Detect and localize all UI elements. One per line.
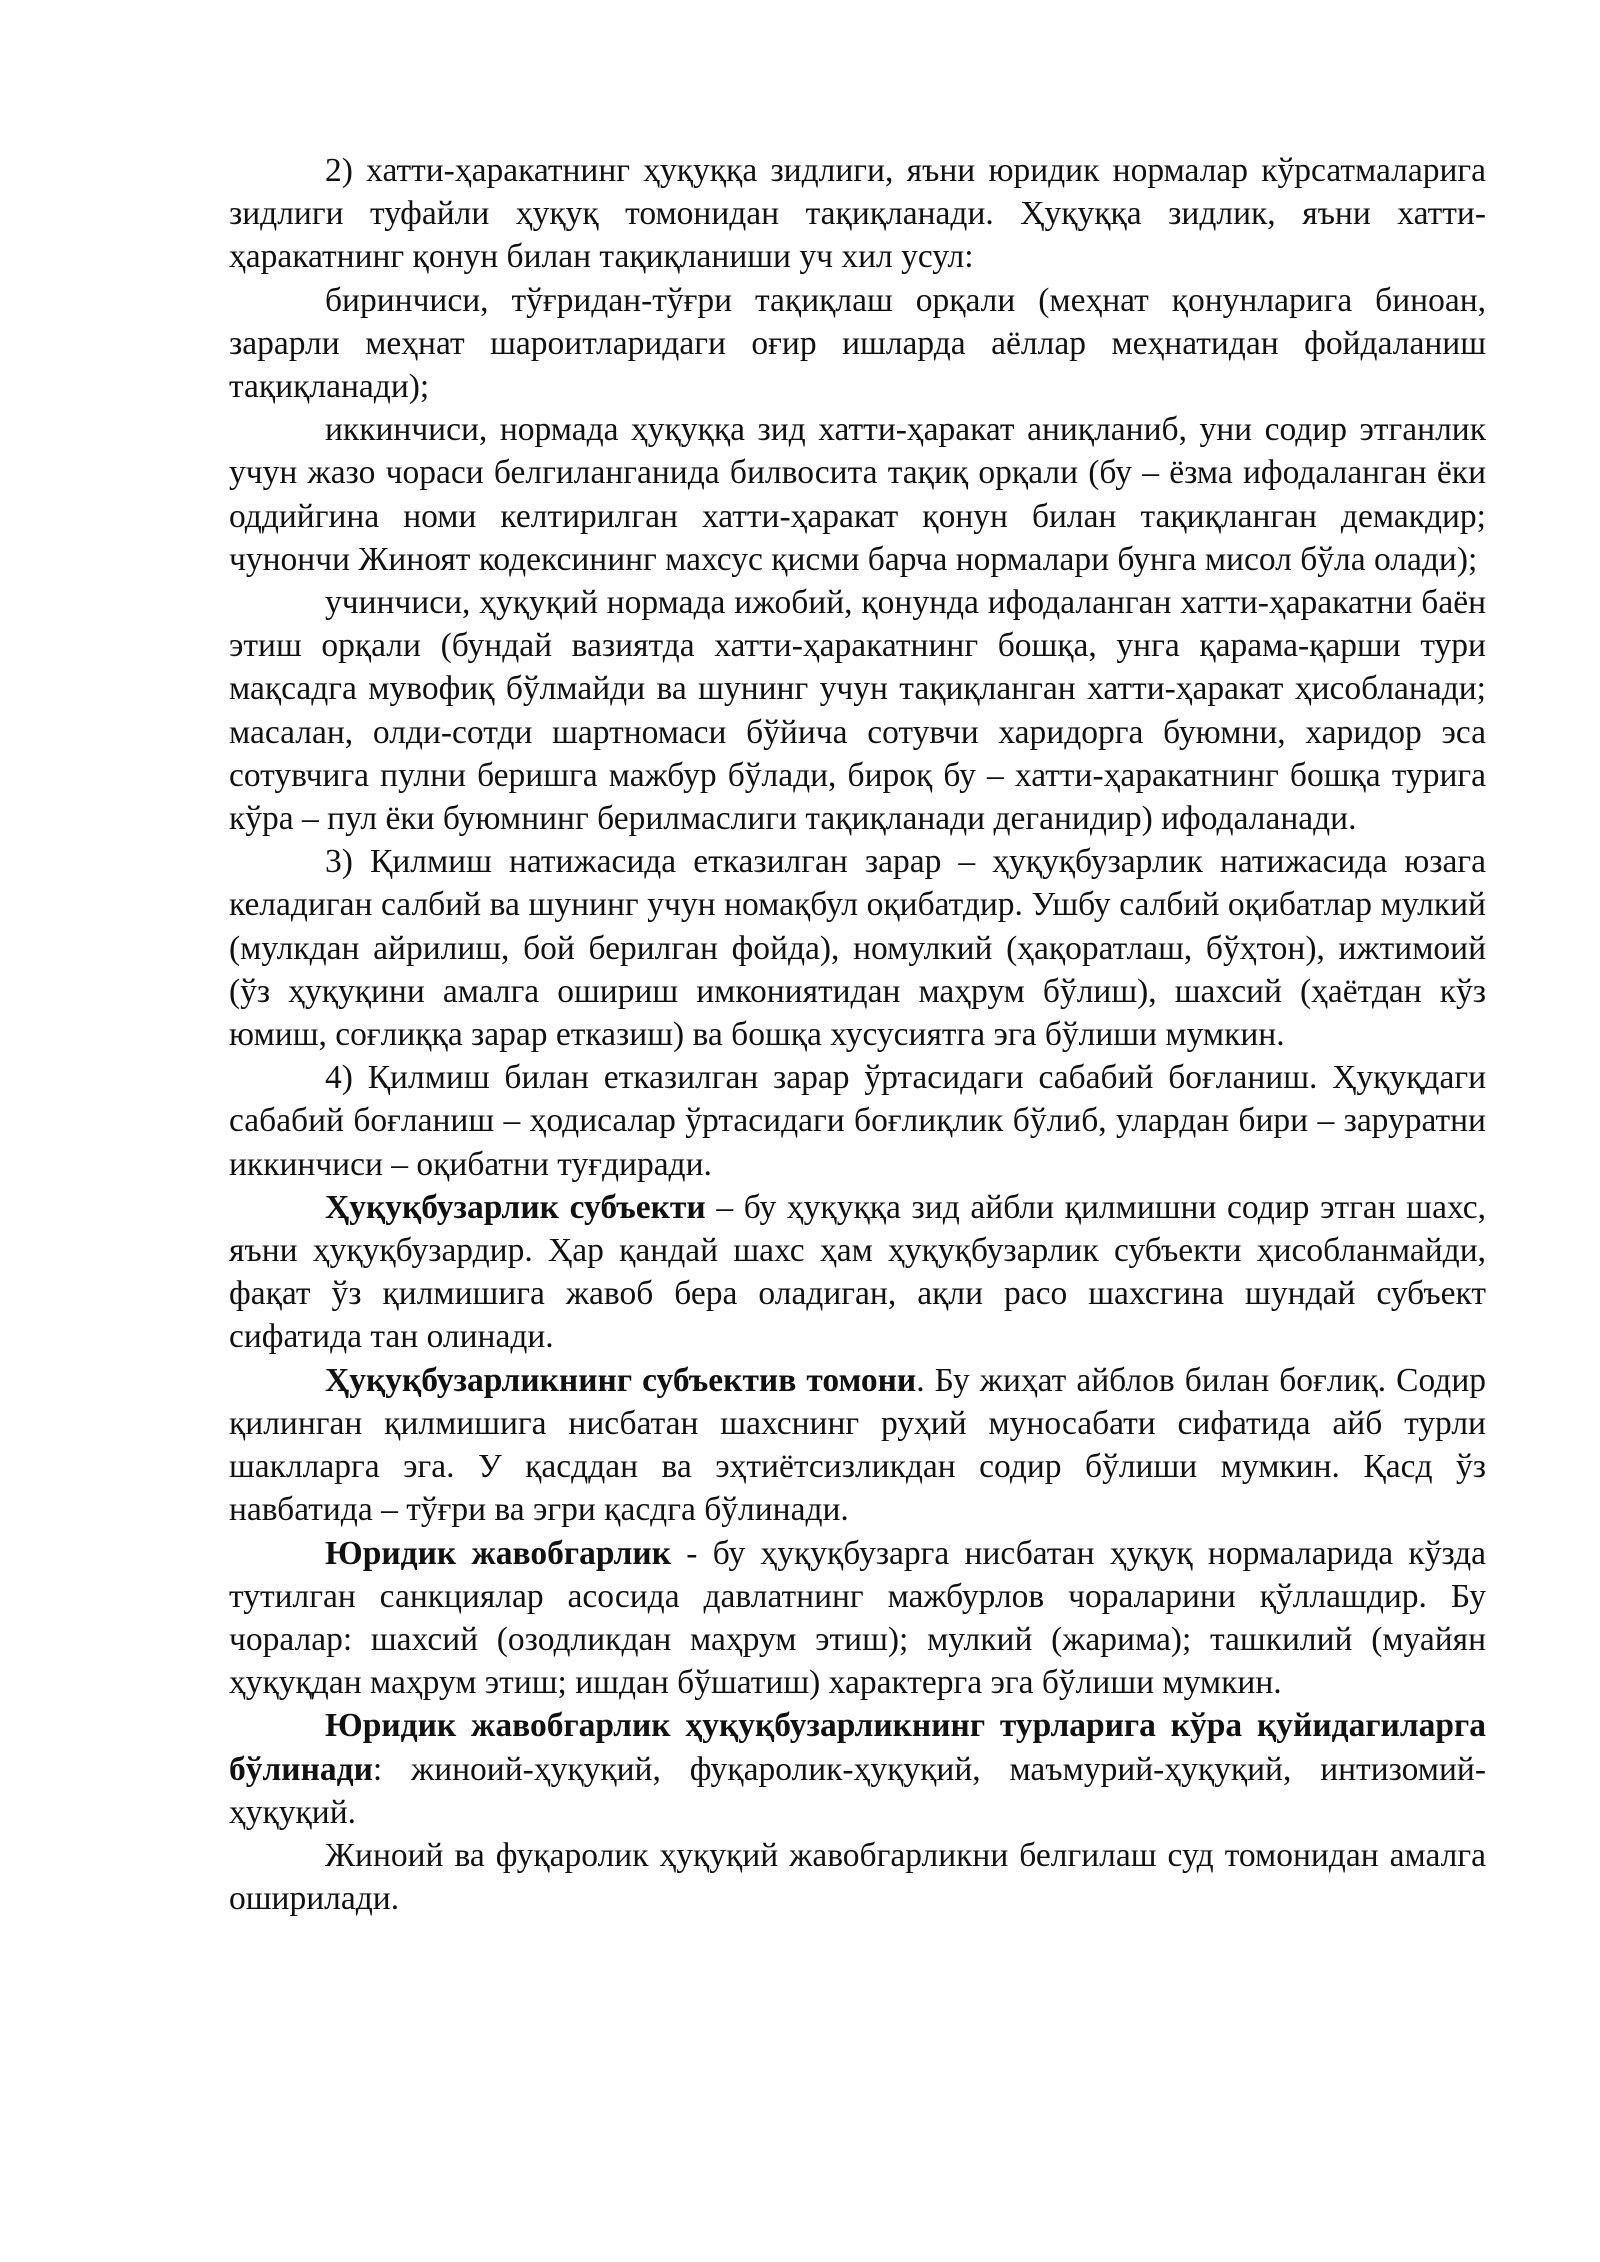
paragraph-text: Жиноий ва фуқаролик ҳуқуқий жавобгарликни белгилаш суд томонидан амалга оширилади. <box>229 1836 1486 1918</box>
paragraph-3-harm <box>229 840 1486 1056</box>
paragraph-offense-subject <box>229 1186 1486 1359</box>
paragraph-text: учинчиси, ҳуқуқий нормада ижобий, қонунда ифодаланган хатти-ҳаракатни баён этиш орқали (бундай вазиятда хатти-ҳаракатнинг бошқа, унга қарама-қарши тури мақсадга мувофиқ бўлмайди ва шунинг учун тақиқланган хатти-ҳаракат ҳисобланади; масалан, олди-сотди шартномаси бўйича сотувчи харидорга буюмни, харидор эса сотувчига пулни беришга мажбур бўлади, бироқ бу – хатти-ҳаракатнинг бошқа турига кўра – пул ёки буюмнинг берилмаслиги тақиқланади деганидир) ифодаланади. <box>229 584 1486 838</box>
paragraph-first-method <box>229 279 1486 409</box>
paragraph-text: 4) Қилмиш билан етказилган зарар ўртасидаги сабабий боғланиш. Ҳуқуқдаги сабабий боғланиш – ҳодисалар ўртасидаги боғлиқлик бўлиб, улардан бири – заруратни иккинчиси – оқибатни туғдиради. <box>229 1059 1486 1183</box>
bold-term: Юридик жавобгарлик ҳуқуқбузарликнинг турларига кўра қуйидагиларга бўлинади <box>229 1707 1486 1788</box>
paragraph-subjective-side <box>229 1359 1486 1532</box>
bold-term: Ҳуқуқбузарликнинг субъектив томони <box>325 1361 917 1399</box>
paragraph-text: – бу ҳуқуққа зид айбли қилмишни содир этган шахс, яъни ҳуқуқбузардир. Ҳар қандай шахс ҳам ҳуқуқбузарлик субъекти ҳисобланмайди, фақат ўз қилмишига жавоб бера оладиган, ақли расо шахсгина шундай субъект сифатида тан олинади. <box>229 1188 1486 1356</box>
paragraph-legal-liability <box>229 1532 1486 1705</box>
paragraph-text: 2) хатти-ҳаракатнинг ҳуқуққа зидлиги, яъни юридик нормалар кўрсатмаларига зидлиги туфайли ҳуқуқ томонидан тақиқланади. Ҳуқуққа зидлик, яъни хатти-ҳаракатнинг қонун билан тақиқланиши уч хил усул: <box>229 152 1486 276</box>
paragraph-court-determination <box>229 1834 1486 1920</box>
paragraph-text: 3) Қилмиш натижасида етказилган зарар – ҳуқуқбузарлик натижасида юзага келадиган салбий ва шунинг учун номақбул оқибатдир. Ушбу салбий оқибатлар мулкий (мулкдан айрилиш, бой берилган фойда), номулкий (ҳақоратлаш, бўҳтон), ижтимоий (ўз ҳуқуқини амалга ошириш имкониятидан маҳрум бўлиш), шахсий (ҳаётдан кўз юмиш, соғлиққа зарар етказиш) ва бошқа хусусиятга эга бўлиши мумкин. <box>229 843 1486 1054</box>
paragraph-second-method <box>229 408 1486 581</box>
paragraph-text: . Бу жиҳат айблов билан боғлиқ. Содир қилинган қилмишига нисбатан шахснинг руҳий муносабати сифатида айб турли шаклларга эга. У қасддан ва эҳтиётсизликдан содир бўлиши мумкин. Қасд ўз навбатида – тўғри ва эгри қасдга бўлинади. <box>229 1361 1486 1529</box>
paragraph-4-causal-link <box>229 1056 1486 1186</box>
paragraph-2-unlawfulness <box>229 149 1486 279</box>
paragraph-text: биринчиси, тўғридан-тўғри тақиқлаш орқали (меҳнат қонунларига биноан, зарарли меҳнат шароитларидаги оғир ишларда аёллар меҳнатидан фойдаланиш тақиқланади); <box>229 281 1486 406</box>
bold-term: Юридик жавобгарлик <box>325 1534 672 1572</box>
paragraph-text: : жиноий-ҳуқуқий, фуқаролик-ҳуқуқий, маъмурий-ҳуқуқий, интизомий-ҳуқуқий. <box>229 1750 1486 1831</box>
document-page <box>229 149 1486 1920</box>
paragraph-liability-types <box>229 1704 1486 1834</box>
paragraph-text: иккинчиси, нормада ҳуқуққа зид хатти-ҳаракат аниқланиб, уни содир этганлик учун жазо чораси белгиланганида билвосита тақиқ орқали (бу – ёзма ифодаланган ёки оддийгина номи келтирилган хатти-ҳаракат қонун билан тақиқланган демакдир; чунончи Жиноят кодексининг махсус қисми барча нормалари бунга мисол бўла олади); <box>229 411 1486 578</box>
paragraph-third-method <box>229 581 1486 840</box>
bold-term: Ҳуқуқбузарлик субъекти <box>325 1188 706 1226</box>
paragraph-text: - бу ҳуқуқбузарга нисбатан ҳуқуқ нормаларида кўзда тутилган санкциялар асосида давлатнинг мажбурлов чораларини қўллашдир. Бу чоралар: шахсий (озодликдан маҳрум этиш); мулкий (жарима); ташкилий (муайян ҳуқуқдан маҳрум этиш; ишдан бўшатиш) характерга эга бўлиши мумкин. <box>229 1534 1486 1702</box>
